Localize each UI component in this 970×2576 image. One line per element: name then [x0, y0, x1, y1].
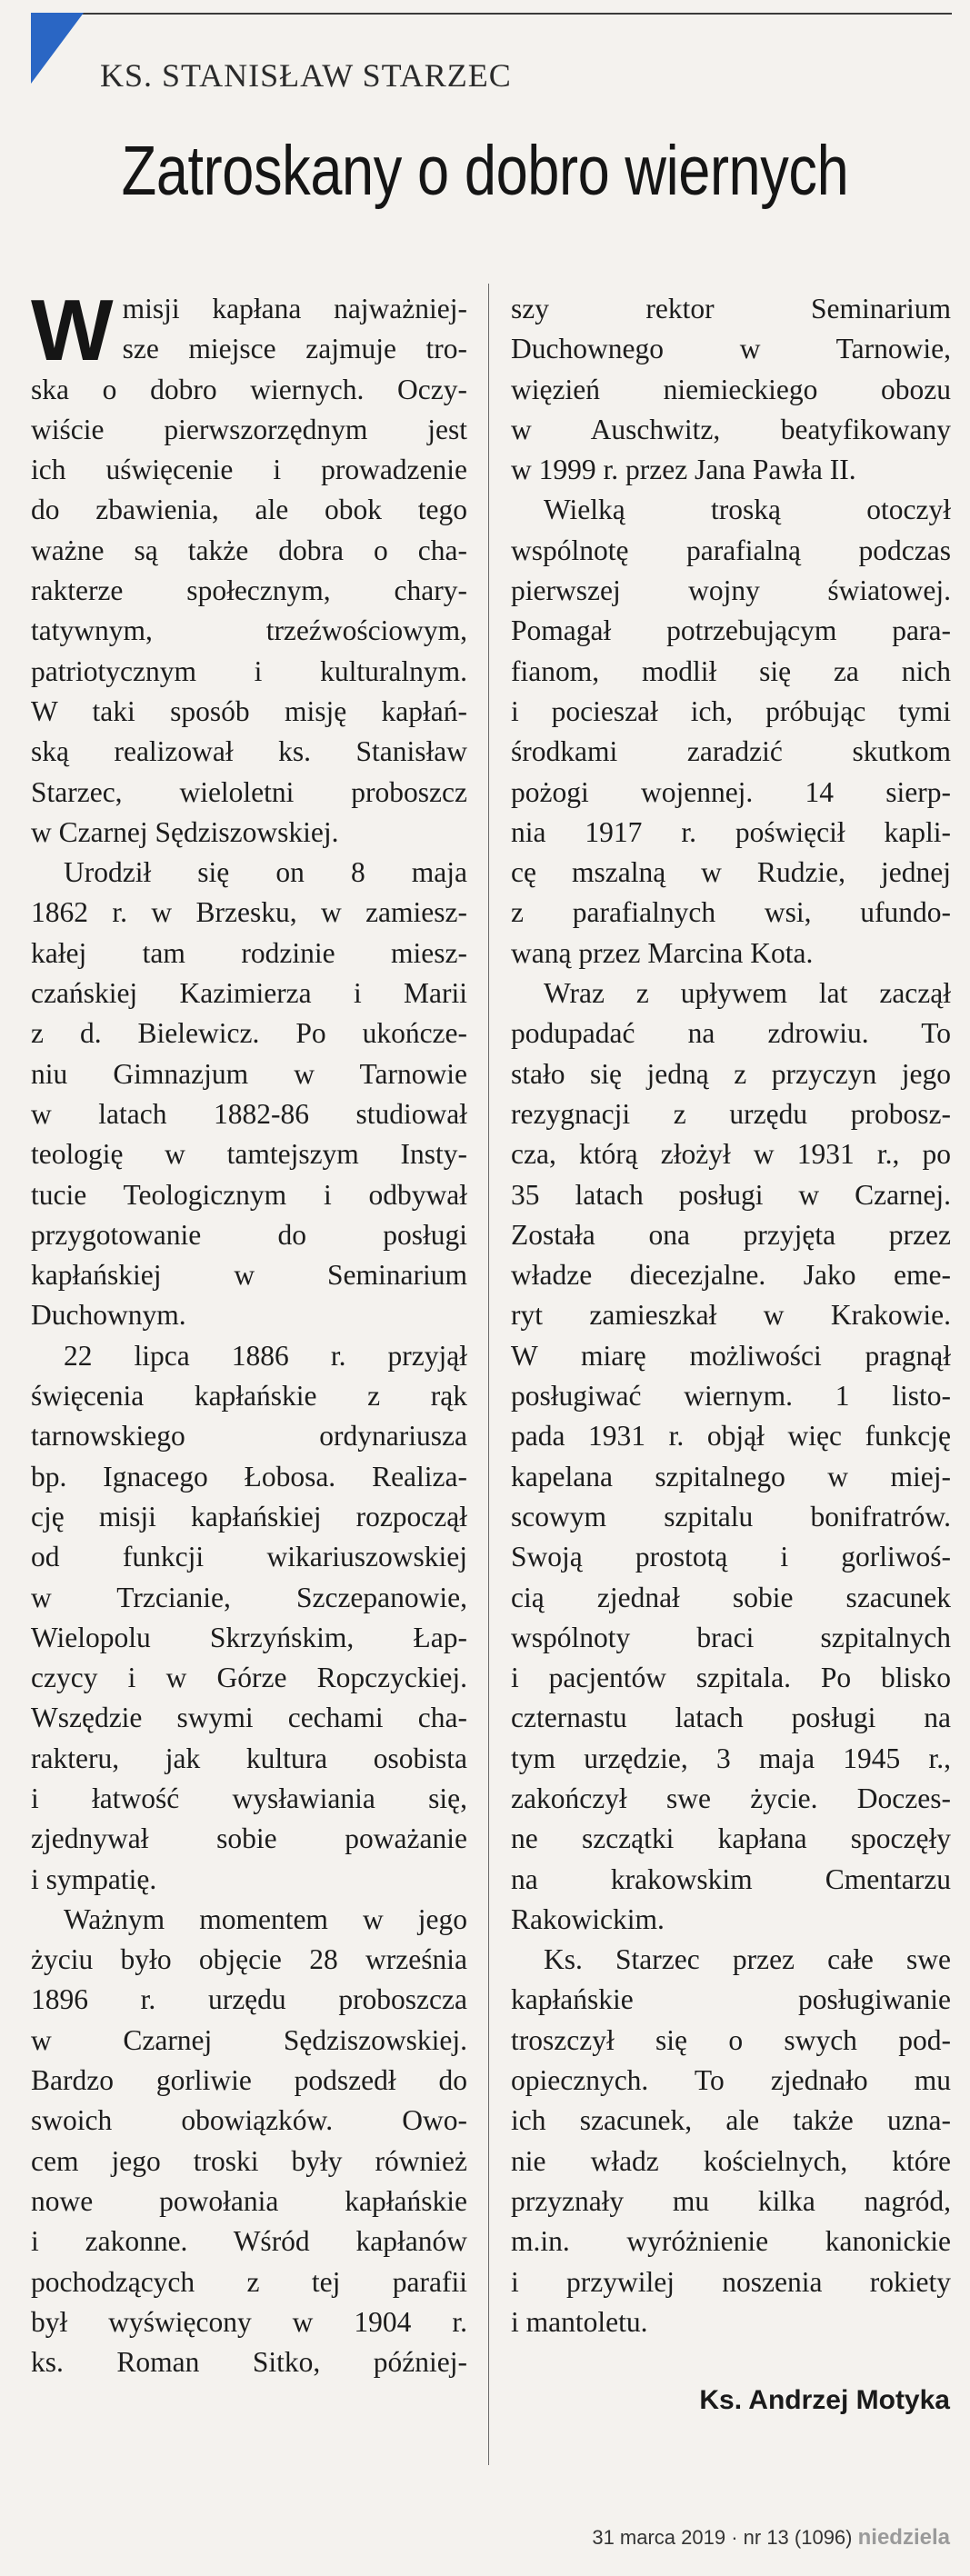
- text-line: władze diecezjalne. Jako eme-: [511, 1259, 951, 1292]
- text-line: w Czarnej Sędziszowskiej.: [31, 2023, 467, 2056]
- text-line: Wszędzie swymi cechami cha-: [31, 1702, 467, 1734]
- top-rule: [40, 13, 952, 15]
- text-line: pada 1931 r. objął więc funkcję: [511, 1420, 951, 1453]
- text-line: nia 1917 r. poświęcił kapli-: [511, 815, 951, 848]
- text-line: cią zjednał sobie szacunek: [511, 1581, 951, 1613]
- text-line: tucie Teologicznym i odbywał: [31, 1178, 467, 1211]
- left-column-lines: [31, 370, 467, 2383]
- text-line: środkami zaradzić skutkom: [511, 735, 951, 768]
- text-line: patriotycznym i kulturalnym.: [31, 654, 467, 687]
- text-line: pochodzących z tej parafii: [31, 2265, 467, 2298]
- text-line: ne szczątki kapłana spoczęły: [511, 1822, 951, 1855]
- text-line: teologię w tamtejszym Insty-: [31, 1138, 467, 1171]
- text-line: Starzec, wieloletni proboszcz: [31, 775, 467, 808]
- text-line: rakteru, jak kultura osobista: [31, 1742, 467, 1774]
- text-line: w latach 1882-86 studiował: [31, 1097, 467, 1130]
- text-line: życiu było objęcie 28 września: [31, 1943, 467, 1976]
- text-line: posługiwać wiernym. 1 listo-: [511, 1380, 951, 1413]
- text-line: i zakonne. Wśród kapłanów: [31, 2225, 467, 2258]
- text-line: fianom, modlił się za nich: [511, 654, 951, 687]
- text-line: kapłańskiej w Seminarium: [31, 1259, 467, 1292]
- text-line: święcenia kapłańskie z rąk: [31, 1380, 467, 1413]
- text-line: kapłańskie posługiwanie: [511, 1983, 951, 2016]
- text-line: zjednywał sobie poważanie: [31, 1822, 467, 1855]
- dropcap-line: misji kapłana najważniej-: [122, 293, 467, 324]
- text-line: na krakowskim Cmentarzu: [511, 1862, 951, 1895]
- text-line: Swoją prostotą i gorliwoś-: [511, 1541, 951, 1573]
- text-line: waną przez Marcina Kota.: [511, 936, 814, 969]
- text-line: m.in. wyróżnienie kanonickie: [511, 2225, 951, 2258]
- drop-cap: W: [31, 282, 114, 379]
- text-line: w Trzcianie, Szczepanowie,: [31, 1581, 467, 1613]
- text-line: czternastu latach posługi na: [511, 1702, 951, 1734]
- text-line: wspólnoty braci szpitalnych: [511, 1621, 951, 1653]
- text-line: ska o dobro wiernych. Oczy-: [31, 373, 467, 405]
- text-line: pierwszej wojny światowej.: [511, 574, 951, 607]
- text-line: W miarę możliwości pragnął: [511, 1339, 951, 1372]
- text-line: podupadać na zdrowiu. To: [511, 1017, 951, 1050]
- text-line: i przywilej noszenia rokiety: [511, 2265, 951, 2298]
- text-line: niu Gimnazjum w Tarnowie: [31, 1057, 467, 1090]
- text-line: swoich obowiązków. Owo-: [31, 2104, 467, 2137]
- text-line: przygotowanie do posługi: [31, 1218, 467, 1251]
- right-column-lines: [511, 289, 951, 2342]
- text-line: Pomagał potrzebującym para-: [511, 614, 951, 647]
- text-line: ską realizował ks. Stanisław: [31, 735, 467, 768]
- text-line: 22 lipca 1886 r. przyjął: [64, 1339, 467, 1372]
- dropcap-line: sze miejsce zajmuje tro-: [122, 333, 467, 365]
- text-line: opiecznych. To zjednało mu: [511, 2064, 951, 2097]
- magazine-brand: niedziela: [857, 2525, 950, 2550]
- text-line: czańskiej Kazimierza i Marii: [31, 977, 467, 1010]
- text-line: Rakowickim.: [511, 1902, 665, 1935]
- text-line: wspólnotę parafialną podczas: [511, 534, 951, 566]
- corner-accent: [31, 13, 84, 84]
- text-line: i sympatię.: [31, 1862, 157, 1895]
- text-line: kapelana szpitalnego w miej-: [511, 1460, 951, 1493]
- text-line: zakończył swe życie. Doczes-: [511, 1782, 951, 1814]
- text-line: cza, którą złożył w 1931 r., po: [511, 1138, 951, 1171]
- issue-info: 31 marca 2019 · nr 13 (1096): [592, 2526, 853, 2549]
- text-line: ich uświęcenie i prowadzenie: [31, 454, 467, 486]
- text-line: pożogi wojennej. 14 sierp-: [511, 775, 951, 808]
- text-line: kałej tam rodzinie miesz-: [31, 936, 467, 969]
- text-line: Urodził się on 8 maja: [64, 856, 467, 889]
- text-line: cem jego troski były również: [31, 2144, 467, 2177]
- text-line: w Czarnej Sędziszowskiej.: [31, 815, 339, 848]
- column-divider: [488, 284, 489, 2465]
- text-line: ważne są także dobra o cha-: [31, 534, 467, 566]
- text-line: od funkcji wikariuszowskiej: [31, 1541, 467, 1573]
- text-line: tatywnym, trzeźwościowym,: [31, 614, 467, 647]
- text-line: scowym szpitalu bonifratrów.: [511, 1500, 951, 1533]
- text-line: i mantoletu.: [511, 2305, 648, 2338]
- text-line: tarnowskiego ordynariusza: [31, 1420, 467, 1453]
- text-line: rakterze społecznym, chary-: [31, 574, 467, 607]
- text-line: nowe powołania kapłańskie: [31, 2184, 467, 2217]
- text-line: bp. Ignacego Łobosa. Realiza-: [31, 1460, 467, 1493]
- right-column: [511, 289, 951, 2342]
- article-title: Zatroskany o dobro wiernych: [121, 132, 849, 210]
- text-line: i pacjentów szpitala. Po blisko: [511, 1662, 951, 1694]
- text-line: czycy i w Górze Ropczyckiej.: [31, 1662, 467, 1694]
- text-line: rezygnacji z urzędu probosz-: [511, 1097, 951, 1130]
- text-line: ich szacunek, ale także uzna-: [511, 2104, 951, 2137]
- text-line: był wyświęcony w 1904 r.: [31, 2305, 467, 2338]
- text-line: 1896 r. urzędu proboszcza: [31, 1983, 467, 2016]
- article-signature: Ks. Andrzej Motyka: [699, 2385, 950, 2415]
- text-line: ks. Roman Sitko, później-: [31, 2346, 467, 2379]
- text-line: stało się jedną z przyczyn jego: [511, 1057, 951, 1090]
- text-line: Wielką troską otoczył: [544, 494, 951, 526]
- text-line: Duchownym.: [31, 1299, 186, 1332]
- text-line: przyznały mu kilka nagród,: [511, 2184, 951, 2217]
- text-line: wiście pierwszorzędnym jest: [31, 413, 467, 445]
- text-line: i łatwość wysławiania się,: [31, 1782, 467, 1814]
- text-line: do zbawienia, ale obok tego: [31, 494, 467, 526]
- text-line: nie władz kościelnych, które: [511, 2144, 951, 2177]
- text-line: Bardzo gorliwie podszedł do: [31, 2064, 467, 2097]
- text-line: tym urzędzie, 3 maja 1945 r.,: [511, 1742, 951, 1774]
- text-line: szy rektor Seminarium: [511, 293, 951, 324]
- text-line: Wielopolu Skrzyńskim, Łap-: [31, 1621, 467, 1653]
- text-line: z parafialnych wsi, ufundo-: [511, 896, 951, 929]
- text-line: Wraz z upływem lat zaczął: [544, 977, 951, 1010]
- left-column: [31, 282, 467, 2382]
- text-line: ryt zamieszkał w Krakowie.: [511, 1299, 951, 1332]
- text-line: w 1999 r. przez Jana Pawła II.: [511, 454, 856, 486]
- text-line: Ważnym momentem w jego: [64, 1902, 467, 1935]
- author-name: KS. STANISŁAW STARZEC: [100, 57, 512, 94]
- text-line: cję misji kapłańskiej rozpoczął: [31, 1500, 467, 1533]
- text-line: troszczył się o swych pod-: [511, 2023, 951, 2056]
- text-line: Ks. Starzec przez całe swe: [544, 1943, 951, 1976]
- text-line: cę mszalną w Rudzie, jednej: [511, 856, 951, 889]
- text-line: i pocieszał ich, próbując tymi: [511, 694, 951, 727]
- page-footer: [592, 2525, 950, 2551]
- text-line: 1862 r. w Brzesku, w zamiesz-: [31, 896, 467, 929]
- text-line: W taki sposób misję kapłań-: [31, 694, 467, 727]
- text-line: w Auschwitz, beatyfikowany: [511, 413, 951, 445]
- text-line: więzień niemieckiego obozu: [511, 373, 951, 405]
- text-line: 35 latach posługi w Czarnej.: [511, 1178, 951, 1211]
- text-line: Została ona przyjęta przez: [511, 1218, 951, 1251]
- text-line: z d. Bielewicz. Po ukończe-: [31, 1017, 467, 1050]
- text-line: Duchownego w Tarnowie,: [511, 333, 951, 365]
